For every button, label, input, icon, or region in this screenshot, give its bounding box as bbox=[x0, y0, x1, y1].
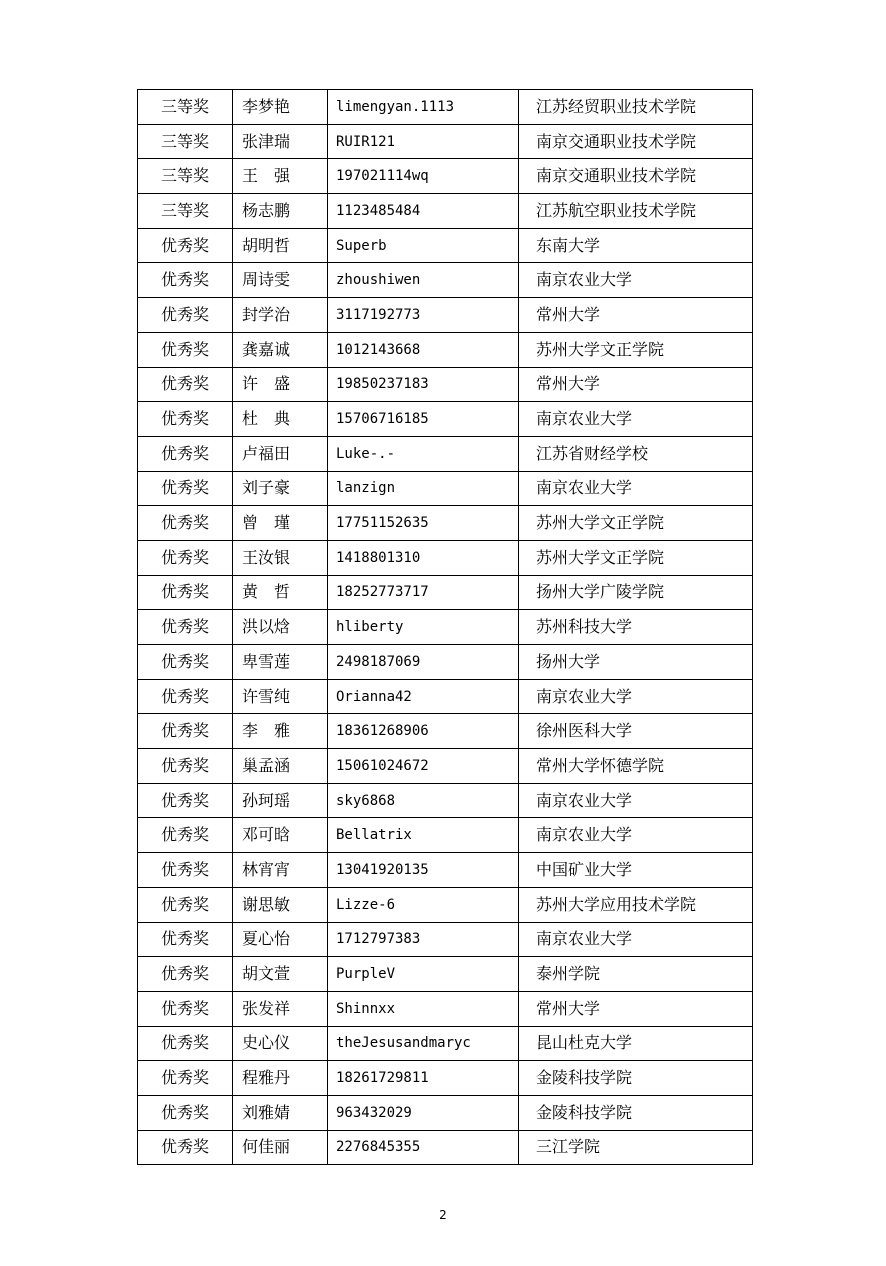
award-cell: 三等奖 bbox=[138, 124, 233, 159]
name-cell: 程雅丹 bbox=[233, 1061, 328, 1096]
table-row bbox=[138, 332, 753, 367]
name-cell: 许雪纯 bbox=[233, 679, 328, 714]
award-cell: 优秀奖 bbox=[138, 298, 233, 333]
id-cell: 2498187069 bbox=[328, 645, 519, 680]
award-cell: 优秀奖 bbox=[138, 228, 233, 263]
table-row bbox=[138, 853, 753, 888]
name-cell: 夏心怡 bbox=[233, 922, 328, 957]
id-cell: 1418801310 bbox=[328, 540, 519, 575]
award-cell: 优秀奖 bbox=[138, 540, 233, 575]
school-cell: 南京农业大学 bbox=[519, 679, 753, 714]
school-cell: 南京农业大学 bbox=[519, 922, 753, 957]
table-row bbox=[138, 124, 753, 159]
id-cell: sky6868 bbox=[328, 783, 519, 818]
table-row bbox=[138, 506, 753, 541]
name-cell: 刘雅婧 bbox=[233, 1095, 328, 1130]
award-cell: 优秀奖 bbox=[138, 957, 233, 992]
award-cell: 优秀奖 bbox=[138, 887, 233, 922]
name-cell: 杨志鹏 bbox=[233, 194, 328, 229]
id-cell: 1012143668 bbox=[328, 332, 519, 367]
school-cell: 常州大学怀德学院 bbox=[519, 749, 753, 784]
name-cell: 何佳丽 bbox=[233, 1130, 328, 1165]
award-cell: 优秀奖 bbox=[138, 922, 233, 957]
name-cell: 卢福田 bbox=[233, 436, 328, 471]
name-cell: 张津瑞 bbox=[233, 124, 328, 159]
id-cell: Luke-.- bbox=[328, 436, 519, 471]
award-cell: 三等奖 bbox=[138, 194, 233, 229]
award-cell: 优秀奖 bbox=[138, 610, 233, 645]
school-cell: 江苏省财经学校 bbox=[519, 436, 753, 471]
name-cell: 许 盛 bbox=[233, 367, 328, 402]
award-cell: 优秀奖 bbox=[138, 645, 233, 680]
id-cell: 15706716185 bbox=[328, 402, 519, 437]
award-cell: 优秀奖 bbox=[138, 853, 233, 888]
id-cell: 17751152635 bbox=[328, 506, 519, 541]
name-cell: 谢思敏 bbox=[233, 887, 328, 922]
award-cell: 优秀奖 bbox=[138, 714, 233, 749]
table-row bbox=[138, 263, 753, 298]
id-cell: RUIR121 bbox=[328, 124, 519, 159]
name-cell: 卑雪莲 bbox=[233, 645, 328, 680]
name-cell: 周诗雯 bbox=[233, 263, 328, 298]
name-cell: 李梦艳 bbox=[233, 90, 328, 125]
school-cell: 徐州医科大学 bbox=[519, 714, 753, 749]
school-cell: 南京农业大学 bbox=[519, 818, 753, 853]
table-row bbox=[138, 436, 753, 471]
award-cell: 优秀奖 bbox=[138, 783, 233, 818]
table-row bbox=[138, 575, 753, 610]
table-row bbox=[138, 1095, 753, 1130]
award-cell: 优秀奖 bbox=[138, 506, 233, 541]
id-cell: theJesusandmaryc bbox=[328, 1026, 519, 1061]
name-cell: 张发祥 bbox=[233, 991, 328, 1026]
school-cell: 扬州大学 bbox=[519, 645, 753, 680]
school-cell: 中国矿业大学 bbox=[519, 853, 753, 888]
award-cell: 三等奖 bbox=[138, 159, 233, 194]
award-cell: 优秀奖 bbox=[138, 332, 233, 367]
id-cell: Shinnxx bbox=[328, 991, 519, 1026]
school-cell: 苏州科技大学 bbox=[519, 610, 753, 645]
table-row bbox=[138, 471, 753, 506]
name-cell: 林宵宵 bbox=[233, 853, 328, 888]
table-row bbox=[138, 818, 753, 853]
award-cell: 优秀奖 bbox=[138, 679, 233, 714]
school-cell: 江苏航空职业技术学院 bbox=[519, 194, 753, 229]
id-cell: lanzign bbox=[328, 471, 519, 506]
id-cell: 19850237183 bbox=[328, 367, 519, 402]
school-cell: 扬州大学广陵学院 bbox=[519, 575, 753, 610]
name-cell: 李 雅 bbox=[233, 714, 328, 749]
school-cell: 南京交通职业技术学院 bbox=[519, 159, 753, 194]
table-row bbox=[138, 1061, 753, 1096]
school-cell: 南京农业大学 bbox=[519, 783, 753, 818]
award-cell: 优秀奖 bbox=[138, 1026, 233, 1061]
table-row bbox=[138, 228, 753, 263]
school-cell: 常州大学 bbox=[519, 991, 753, 1026]
school-cell: 南京交通职业技术学院 bbox=[519, 124, 753, 159]
name-cell: 王 强 bbox=[233, 159, 328, 194]
id-cell: limengyan.1113 bbox=[328, 90, 519, 125]
name-cell: 孙珂瑶 bbox=[233, 783, 328, 818]
award-cell: 优秀奖 bbox=[138, 402, 233, 437]
award-cell: 优秀奖 bbox=[138, 367, 233, 402]
table-row bbox=[138, 194, 753, 229]
table-row bbox=[138, 887, 753, 922]
name-cell: 邓可晗 bbox=[233, 818, 328, 853]
awards-table bbox=[137, 89, 753, 1165]
school-cell: 金陵科技学院 bbox=[519, 1061, 753, 1096]
name-cell: 曾 瑾 bbox=[233, 506, 328, 541]
school-cell: 常州大学 bbox=[519, 298, 753, 333]
award-cell: 优秀奖 bbox=[138, 1061, 233, 1096]
school-cell: 金陵科技学院 bbox=[519, 1095, 753, 1130]
id-cell: 15061024672 bbox=[328, 749, 519, 784]
table-row bbox=[138, 540, 753, 575]
id-cell: 963432029 bbox=[328, 1095, 519, 1130]
table-row bbox=[138, 749, 753, 784]
name-cell: 黄 哲 bbox=[233, 575, 328, 610]
award-cell: 优秀奖 bbox=[138, 1130, 233, 1165]
name-cell: 龚嘉诚 bbox=[233, 332, 328, 367]
name-cell: 杜 典 bbox=[233, 402, 328, 437]
award-cell: 优秀奖 bbox=[138, 749, 233, 784]
id-cell: 18261729811 bbox=[328, 1061, 519, 1096]
page-number: 2 bbox=[439, 1208, 447, 1222]
id-cell: 197021114wq bbox=[328, 159, 519, 194]
school-cell: 昆山杜克大学 bbox=[519, 1026, 753, 1061]
name-cell: 洪以焓 bbox=[233, 610, 328, 645]
table-row bbox=[138, 783, 753, 818]
award-cell: 优秀奖 bbox=[138, 818, 233, 853]
award-cell: 优秀奖 bbox=[138, 1095, 233, 1130]
table-row bbox=[138, 714, 753, 749]
school-cell: 东南大学 bbox=[519, 228, 753, 263]
id-cell: 18361268906 bbox=[328, 714, 519, 749]
table-row bbox=[138, 957, 753, 992]
name-cell: 王汝银 bbox=[233, 540, 328, 575]
id-cell: Lizze-6 bbox=[328, 887, 519, 922]
id-cell: 18252773717 bbox=[328, 575, 519, 610]
name-cell: 刘子豪 bbox=[233, 471, 328, 506]
table-row bbox=[138, 90, 753, 125]
school-cell: 南京农业大学 bbox=[519, 402, 753, 437]
name-cell: 巢孟涵 bbox=[233, 749, 328, 784]
id-cell: Orianna42 bbox=[328, 679, 519, 714]
name-cell: 胡文萱 bbox=[233, 957, 328, 992]
school-cell: 常州大学 bbox=[519, 367, 753, 402]
school-cell: 三江学院 bbox=[519, 1130, 753, 1165]
table-row bbox=[138, 679, 753, 714]
award-cell: 优秀奖 bbox=[138, 436, 233, 471]
id-cell: 1712797383 bbox=[328, 922, 519, 957]
id-cell: 3117192773 bbox=[328, 298, 519, 333]
awards-table-body bbox=[138, 90, 753, 1165]
award-cell: 优秀奖 bbox=[138, 575, 233, 610]
table-row bbox=[138, 298, 753, 333]
table-row bbox=[138, 922, 753, 957]
school-cell: 苏州大学文正学院 bbox=[519, 506, 753, 541]
table-row bbox=[138, 610, 753, 645]
table-row bbox=[138, 1130, 753, 1165]
school-cell: 苏州大学文正学院 bbox=[519, 540, 753, 575]
award-cell: 优秀奖 bbox=[138, 991, 233, 1026]
award-cell: 三等奖 bbox=[138, 90, 233, 125]
id-cell: PurpleV bbox=[328, 957, 519, 992]
school-cell: 泰州学院 bbox=[519, 957, 753, 992]
id-cell: 1123485484 bbox=[328, 194, 519, 229]
school-cell: 南京农业大学 bbox=[519, 471, 753, 506]
table-row bbox=[138, 1026, 753, 1061]
school-cell: 苏州大学应用技术学院 bbox=[519, 887, 753, 922]
school-cell: 南京农业大学 bbox=[519, 263, 753, 298]
id-cell: Bellatrix bbox=[328, 818, 519, 853]
table-row bbox=[138, 159, 753, 194]
award-cell: 优秀奖 bbox=[138, 471, 233, 506]
table-row bbox=[138, 367, 753, 402]
school-cell: 江苏经贸职业技术学院 bbox=[519, 90, 753, 125]
id-cell: 2276845355 bbox=[328, 1130, 519, 1165]
name-cell: 封学治 bbox=[233, 298, 328, 333]
award-cell: 优秀奖 bbox=[138, 263, 233, 298]
table-row bbox=[138, 402, 753, 437]
id-cell: hliberty bbox=[328, 610, 519, 645]
table-row bbox=[138, 991, 753, 1026]
id-cell: zhoushiwen bbox=[328, 263, 519, 298]
name-cell: 史心仪 bbox=[233, 1026, 328, 1061]
table-row bbox=[138, 645, 753, 680]
name-cell: 胡明哲 bbox=[233, 228, 328, 263]
school-cell: 苏州大学文正学院 bbox=[519, 332, 753, 367]
id-cell: 13041920135 bbox=[328, 853, 519, 888]
id-cell: Superb bbox=[328, 228, 519, 263]
